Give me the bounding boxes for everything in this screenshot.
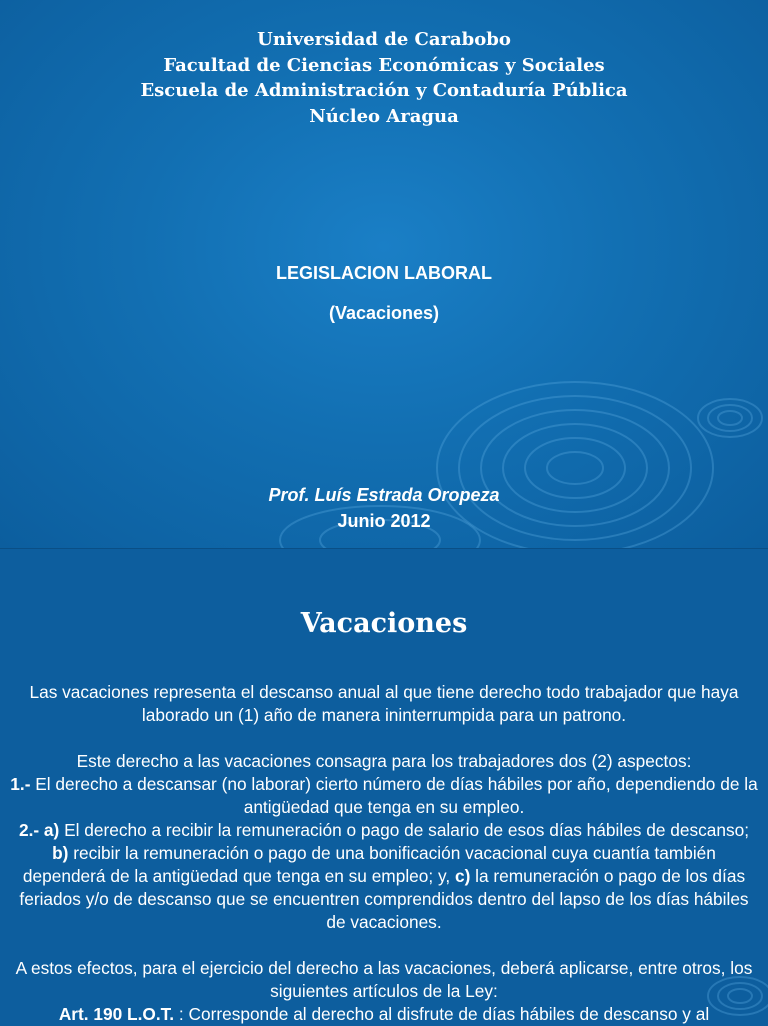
school-name: Escuela de Administración y Contaduría Pública bbox=[140, 80, 628, 101]
article-marker: Art. 190 L.O.T. bbox=[58, 1004, 175, 1024]
campus-name: Núcleo Aragua bbox=[309, 105, 459, 127]
list-item-2 bbox=[10, 819, 758, 934]
author-block bbox=[0, 482, 768, 534]
item-text: la remuneración o pago de los días feriados y/o de descanso que se encuentren comprendidos dentro del lapso de los días hábiles de vacaciones. bbox=[19, 866, 749, 932]
slide-subtitle: (Vacaciones) bbox=[328, 303, 440, 323]
content-body bbox=[10, 681, 758, 1026]
list-item-1 bbox=[10, 773, 758, 819]
article-text: : Corresponde al derecho al disfrute de días hábiles de descanso y al bbox=[174, 1004, 710, 1024]
faculty-name: Facultad de Ciencias Económicas y Sociales bbox=[163, 54, 605, 76]
paragraph-definition: Las vacaciones representa el descanso anual al que tiene derecho todo trabajador que haya laborado un (1) año de manera ininterrumpida para un patrono. bbox=[29, 682, 739, 725]
paragraph-articles: A estos efectos, para el ejercicio del derecho a las vacaciones, deberá aplicarse, entre otros, los siguientes artículos de la Ley: bbox=[15, 958, 753, 1001]
slide-title: LEGISLACION LABORAL bbox=[276, 263, 492, 283]
university-name: Universidad de Carabobo bbox=[257, 29, 511, 50]
item-marker: 2.- a) bbox=[18, 820, 60, 840]
item-text: El derecho a recibir la remuneración o pago de salario de esos días hábiles de descanso; bbox=[59, 820, 750, 840]
item-marker: b) bbox=[52, 843, 69, 863]
institution-header bbox=[0, 27, 768, 129]
title-block bbox=[0, 263, 768, 324]
item-marker: c) bbox=[454, 866, 471, 886]
presentation-date: Junio 2012 bbox=[337, 511, 431, 531]
author-name: Prof. Luís Estrada Oropeza bbox=[268, 485, 500, 505]
section-heading: Vacaciones bbox=[300, 608, 468, 639]
item-text: El derecho a descansar (no laborar) cierto número de días hábiles por año, dependiendo de la antigüedad que tenga en su empleo. bbox=[30, 774, 758, 817]
item-text: recibir la remuneración o pago de una bonificación vacacional cuya cuantía también dependerá de la antigüedad que tenga en su empleo; y, bbox=[22, 843, 716, 886]
article-item bbox=[10, 1003, 758, 1026]
item-marker: 1.- bbox=[10, 774, 31, 794]
paragraph-intro: Este derecho a las vacaciones consagra para los trabajadores dos (2) aspectos: bbox=[76, 751, 692, 771]
